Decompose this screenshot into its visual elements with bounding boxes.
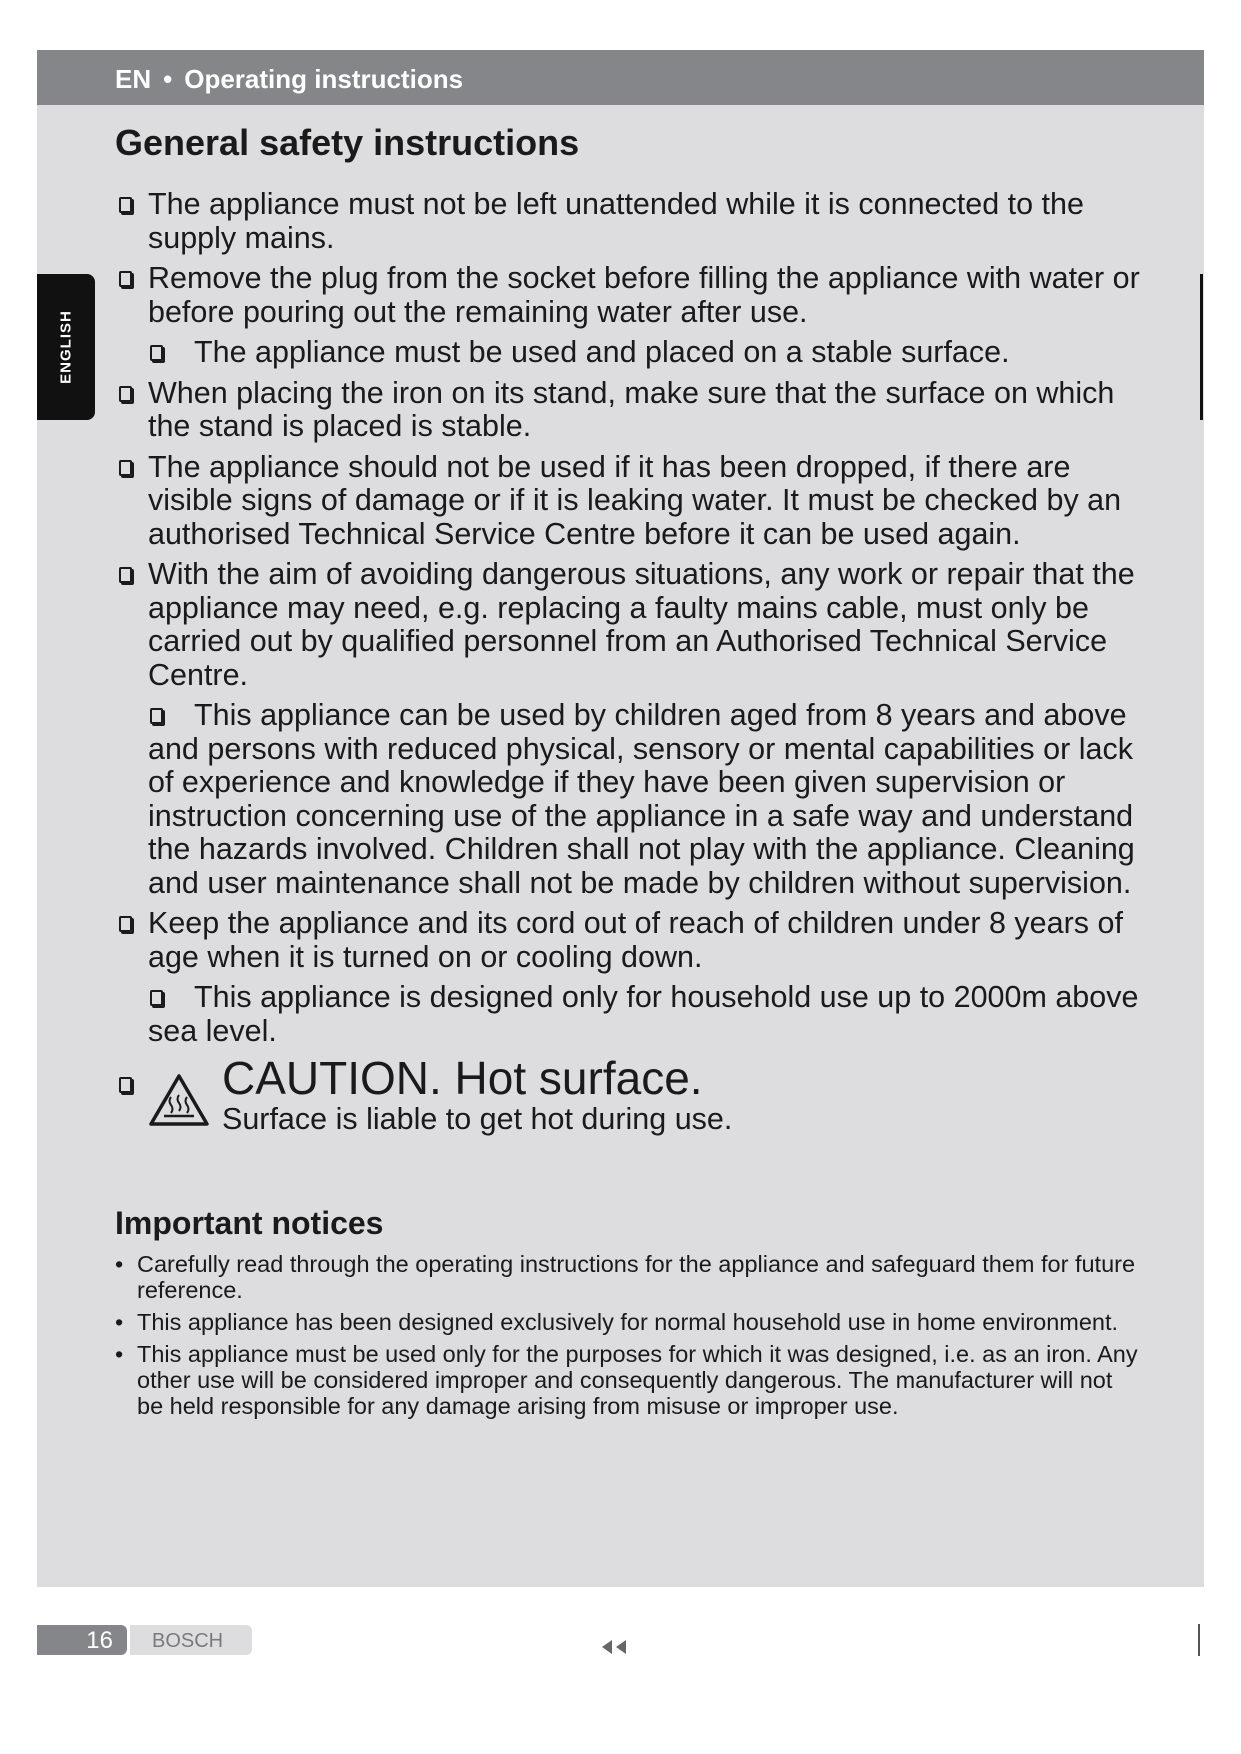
brand-label: BOSCH — [130, 1625, 252, 1655]
safety-item — [115, 451, 1145, 552]
page-number: 16 — [37, 1625, 127, 1655]
right-margin-marker — [1200, 274, 1203, 420]
safety-item — [115, 377, 1145, 444]
safety-item-text: The appliance must not be left unattended while it is connected to the supply mains. — [148, 187, 1084, 255]
safety-item — [115, 188, 1145, 255]
safety-list — [115, 188, 1145, 1048]
safety-item-text: The appliance must be used and placed on a stable surface. — [194, 335, 1010, 369]
safety-item — [115, 558, 1145, 692]
notice-item — [115, 1341, 1145, 1419]
caution-text: Surface is liable to get hot during use. — [222, 1102, 733, 1136]
page-content — [115, 120, 1145, 1425]
caution-block — [115, 1052, 1145, 1136]
footer-margin-marker — [1198, 1624, 1200, 1656]
safety-item-text: With the aim of avoiding dangerous situations, any work or repair that the appliance may need, e.g. replacing a faulty mains cable, must only be carried out by qualified personnel from an Authorised Technical Service Centre. — [148, 557, 1135, 692]
checkbox-bullet-icon — [119, 1077, 132, 1093]
caution-title: CAUTION. Hot surface. — [222, 1052, 703, 1104]
bullet-dot-icon: • — [115, 1309, 124, 1335]
safety-item — [115, 336, 1145, 370]
safety-item-text: This appliance is designed only for household use up to 2000m above sea level. — [148, 980, 1139, 1048]
notice-item-text: This appliance has been designed exclusively for normal household use in home environment. — [137, 1309, 1119, 1335]
header-separator: • — [163, 64, 173, 94]
hot-surface-warning-icon — [148, 1073, 210, 1127]
notice-item-text: Carefully read through the operating instructions for the appliance and safeguard them for future reference. — [137, 1251, 1136, 1303]
bullet-dot-icon: • — [115, 1341, 124, 1367]
safety-item — [115, 981, 1145, 1048]
checkbox-bullet-icon — [119, 460, 132, 476]
safety-title: General safety instructions — [115, 122, 580, 163]
language-side-tab — [37, 274, 95, 420]
safety-item-text: Keep the appliance and its cord out of reach of children under 8 years of age when it is turned on or cooling down. — [148, 906, 1123, 974]
notice-item — [115, 1251, 1145, 1303]
checkbox-bullet-icon — [119, 197, 132, 213]
checkbox-bullet-icon — [119, 916, 132, 932]
previous-page-arrows-icon[interactable] — [600, 1638, 636, 1656]
safety-item-text: When placing the iron on its stand, make sure that the surface on which the stand is placed is stable. — [148, 375, 1115, 443]
checkbox-bullet-icon — [150, 708, 163, 724]
bullet-dot-icon: • — [115, 1251, 124, 1277]
safety-item — [115, 262, 1145, 329]
safety-item-text: This appliance can be used by children aged from 8 years and above and persons with reduced physical, sensory or mental capabilities or lack of experience and knowledge if they have been given supervision or instruction concerning use of the appliance in a safe way and understand the hazards involved. Children shall not play with the appliance. Cleaning and user maintenance shall not be made by children without supervision. — [148, 698, 1135, 900]
page-header — [37, 50, 1204, 105]
header-section: Operating instructions — [184, 64, 464, 94]
safety-item-text: Remove the plug from the socket before filling the appliance with water or before pouring out the remaining water after use. — [148, 261, 1140, 329]
notices-list — [115, 1251, 1145, 1419]
safety-item — [115, 699, 1145, 900]
notices-title: Important notices — [115, 1205, 384, 1241]
checkbox-bullet-icon — [119, 567, 132, 583]
safety-item-text: The appliance should not be used if it has been dropped, if there are visible signs of damage or if it is leaking water. It must be checked by an authorised Technical Service Centre before it can be used again. — [148, 449, 1122, 551]
checkbox-bullet-icon — [119, 271, 132, 287]
language-side-tab-label: ENGLISH — [57, 310, 75, 384]
checkbox-bullet-icon — [119, 386, 132, 402]
checkbox-bullet-icon — [150, 345, 163, 361]
notice-item-text: This appliance must be used only for the purposes for which it was designed, i.e. as an iron. Any other use will be considered improper and consequently dangerous. The manufacturer will not be held responsible for any damage arising from misuse or improper use. — [137, 1341, 1138, 1419]
checkbox-bullet-icon — [150, 990, 163, 1006]
notice-item — [115, 1309, 1145, 1335]
header-language: EN — [115, 64, 152, 94]
safety-item — [115, 907, 1145, 974]
